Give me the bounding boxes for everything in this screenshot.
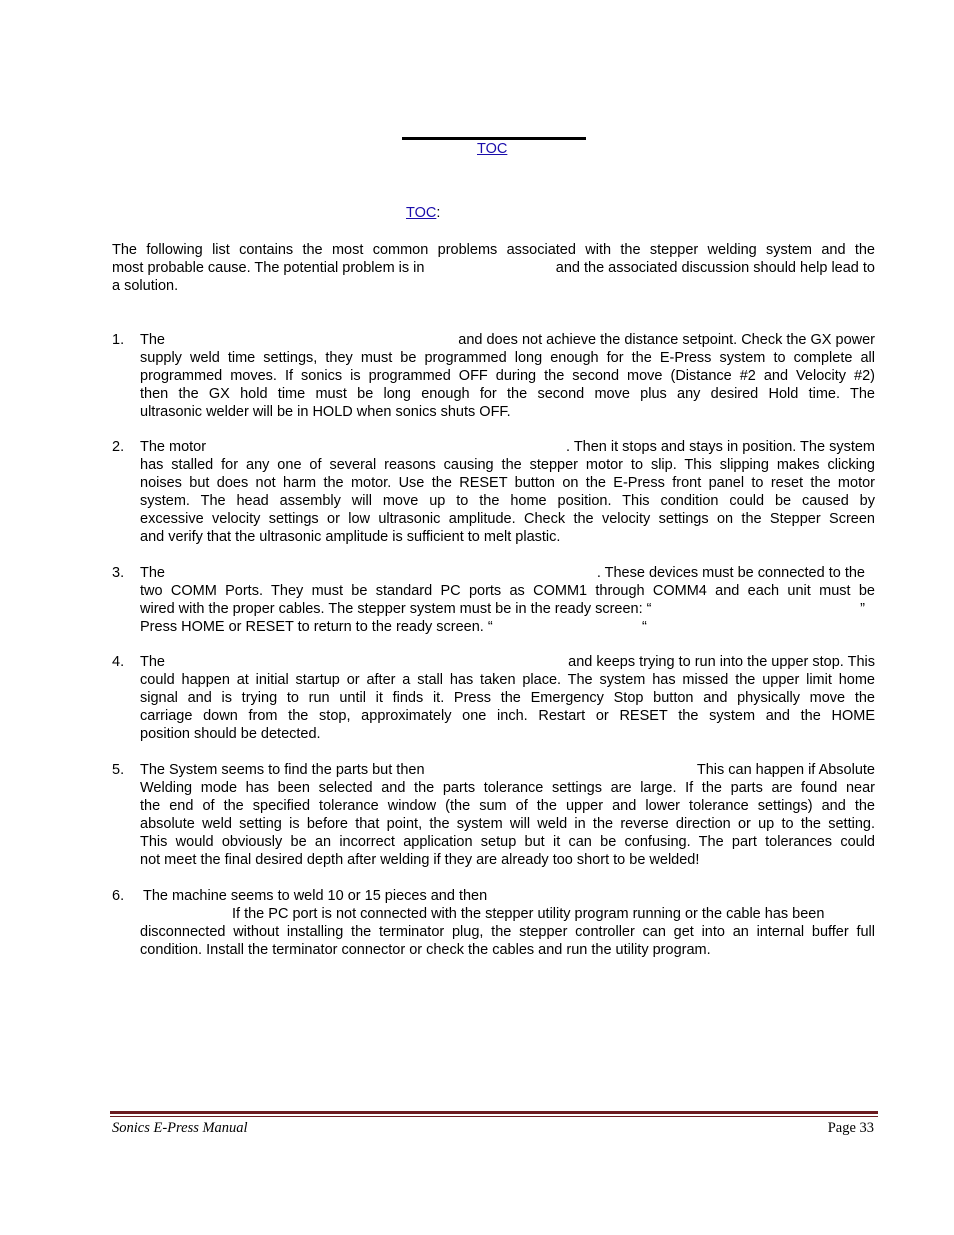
intro-paragraph xyxy=(112,241,875,295)
list-item xyxy=(140,653,875,743)
intro-line-2-end: and the associated discussion should help lead to xyxy=(555,260,875,276)
list-item-line: excessive velocity settings or low ultrasonic amplitude. Check the velocity settings on the Stepper Screen xyxy=(140,511,875,527)
list-item-line: Welding mode has been selected and the parts tolerance settings are large. If the parts are found near xyxy=(140,780,875,796)
list-item-number: 4. xyxy=(112,654,125,670)
list-item-line: supply weld time settings, they must be programmed long enough for the E-Press system to complete all xyxy=(140,350,875,366)
line-segment-start: wired with the proper cables. The stepper system must be in the ready screen: “ xyxy=(140,601,652,617)
list-item-number: 1. xyxy=(112,332,125,348)
list-item xyxy=(140,331,875,421)
list-item xyxy=(140,887,875,959)
list-item-line: noises but does not harm the motor. Use the RESET button on the E-Press front panel to reset the motor xyxy=(140,475,875,491)
list-item-line xyxy=(140,618,875,636)
list-item-line: If the PC port is not connected with the stepper utility program running or the cable has been xyxy=(232,906,825,922)
list-item-line: could happen at initial startup or after a stall has taken place. The system has missed the upper limit home xyxy=(140,672,875,688)
list-item-line xyxy=(140,653,875,671)
line-segment-start: The xyxy=(140,565,165,581)
line-segment-end: . Then it stops and stays in position. The system xyxy=(566,439,875,455)
list-item xyxy=(140,438,875,546)
list-item-line: carriage down from the stop, approximately one inch. Restart or RESET the system and the HOME xyxy=(140,708,875,724)
list-item-line: disconnected without installing the terminator plug, the stepper controller can get into an internal buffer full xyxy=(140,924,875,940)
list-item-line: position should be detected. xyxy=(140,726,321,742)
list-item-line xyxy=(140,564,875,582)
subheading xyxy=(406,205,440,221)
toc-link-heading[interactable]: TOC xyxy=(477,141,508,157)
list-item-line: and verify that the ultrasonic amplitude is sufficient to melt plastic. xyxy=(140,529,561,545)
list-item-line xyxy=(140,600,875,618)
footer-rule-thin xyxy=(110,1116,878,1117)
list-item xyxy=(140,564,875,636)
list-item-line: condition. Install the terminator connector or check the cables and run the utility program. xyxy=(140,942,711,958)
line-segment-start: The xyxy=(140,332,165,348)
list-item-line: two COMM Ports. They must be standard PC ports as COMM1 through COMM4 and each unit must be xyxy=(140,583,875,599)
line-segment-start: The xyxy=(140,654,165,670)
line-segment-start: Press HOME or RESET to return to the ready screen. “ xyxy=(140,619,493,635)
line-segment-start: The motor xyxy=(140,439,207,455)
footer-page-number: Page 33 xyxy=(827,1120,874,1136)
list-item-line xyxy=(140,331,875,349)
line-segment-end: . These devices must be connected to the xyxy=(596,565,865,581)
subheading-suffix: : xyxy=(436,205,441,221)
list-item-number: 5. xyxy=(112,762,125,778)
list-item-line: programmed moves. If sonics is programmed OFF during the second move (Distance #2 and Velocity #2) xyxy=(140,368,875,384)
list-item xyxy=(140,761,875,869)
list-item-number: 3. xyxy=(112,565,125,581)
list-item-line: The machine seems to weld 10 or 15 pieces and then xyxy=(143,888,488,904)
list-item-line xyxy=(140,761,875,779)
line-segment-end: and does not achieve the distance setpoint. Check the GX power xyxy=(458,332,875,348)
list-item-line: signal and is trying to run until it finds it. Press the Emergency Stop button and physically move the xyxy=(140,690,875,706)
list-item-line: then the GX hold time must be long enough for the second move plus any desired Hold time. The xyxy=(140,386,875,402)
intro-line-2 xyxy=(112,259,875,277)
footer-rule-thick xyxy=(110,1111,878,1114)
footer-manual-title: Sonics E-Press Manual xyxy=(112,1120,248,1136)
list-item-line: not meet the final desired depth after welding if they are already too short to be welded! xyxy=(140,852,700,868)
list-item-line: the end of the specified tolerance window (the sum of the upper and lower tolerance settings) and the xyxy=(140,798,875,814)
line-segment-end: and keeps trying to run into the upper stop. This xyxy=(568,654,875,670)
heading-underline xyxy=(402,137,586,140)
list-item-line: system. The head assembly will move up to the home position. This condition could be caused by xyxy=(140,493,875,509)
list-item-number: 6. xyxy=(112,888,125,904)
toc-link-subheading[interactable]: TOC xyxy=(406,205,437,221)
line-segment-start: The System seems to find the parts but then xyxy=(140,762,425,778)
list-item-line xyxy=(140,438,875,456)
line-segment-end: “ xyxy=(642,619,647,635)
intro-line-2-start: most probable cause. The potential problem is in xyxy=(112,260,425,276)
list-item-line: has stalled for any one of several reasons causing the stepper motor to slip. This slipping makes clicking xyxy=(140,457,875,473)
line-segment-end: ” xyxy=(860,601,865,617)
list-item-line: absolute weld setting is before that point, the system will weld in the reverse direction or up to the setting. xyxy=(140,816,875,832)
list-item-number: 2. xyxy=(112,439,125,455)
intro-line-3: a solution. xyxy=(112,278,179,294)
intro-line-1: The following list contains the most common problems associated with the stepper welding system and the xyxy=(112,242,875,258)
list-item-line: This would obviously be an incorrect application setup but it can be confusing. The part tolerances could xyxy=(140,834,875,850)
list-item-line: ultrasonic welder will be in HOLD when sonics shuts OFF. xyxy=(140,404,511,420)
line-segment-end: This can happen if Absolute xyxy=(696,762,875,778)
